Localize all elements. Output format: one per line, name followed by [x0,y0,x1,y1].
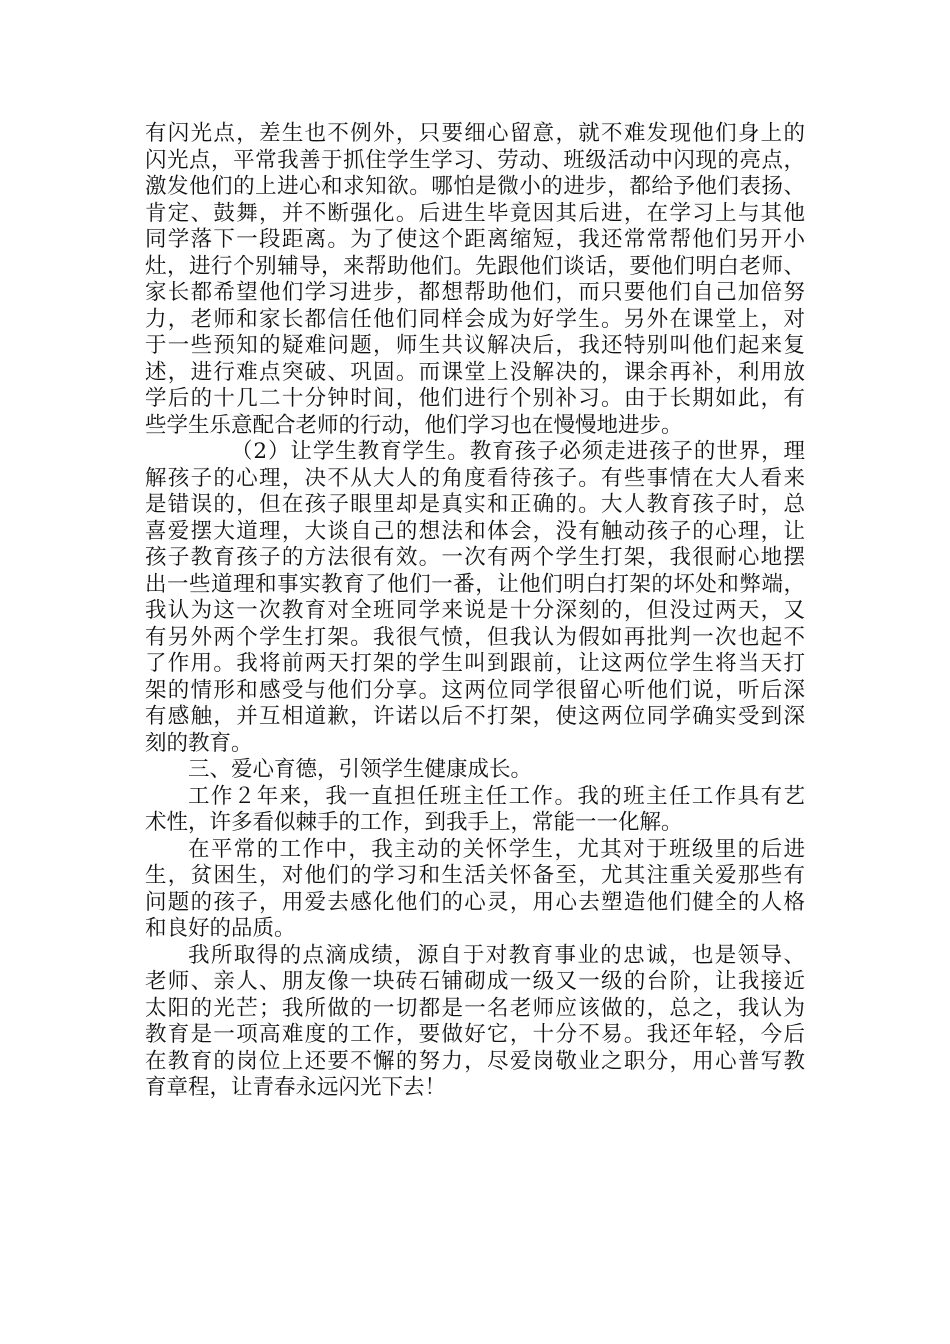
text-line: 学后的十几二十分钟时间，他们进行个别补习。由于长期如此，有 [145,386,805,411]
text-line: 有感触，并互相道歉，许诺以后不打架，使这两位同学确实受到深 [145,704,805,729]
text-line: 问题的孩子，用爱去感化他们的心灵，用心去塑造他们健全的人格 [145,889,805,915]
text-line: 些学生乐意配合老师的行动，他们学习也在慢慢地进步。 [145,412,683,438]
text-line: 教育是一项高难度的工作，要做好它，十分不易。我还年轻，今后 [145,1022,805,1047]
text-line: 有另外两个学生打架。我很气愤，但我认为假如再批判一次也起不 [145,624,805,650]
text-line: 术性，许多看似棘手的工作，到我手上，常能一一化解。 [145,810,683,835]
text-line: 有闪光点，差生也不例外，只要细心留意，就不难发现他们身上的 [145,121,805,146]
text-line: 肯定、鼓舞，并不断强化。后进生毕竟因其后进，在学习上与其他 [145,200,805,226]
text-line: 三、爱心育德，引领学生健康成长。 [188,757,533,782]
text-line: 是错误的，但在孩子眼里却是真实和正确的。大人教育孩子时，总 [145,492,805,517]
text-line: 生，贫困生，对他们的学习和生活关怀备至，尤其注重关爱那些有 [145,863,805,888]
text-line: 于一些预知的疑难问题，师生共议解决后，我还特别叫他们起来复 [145,333,805,358]
text-line: 灶，进行个别辅导，来帮助他们。先跟他们谈话，要他们明白老师、 [145,253,805,279]
document-body [145,121,805,1102]
text-line: 喜爱摆大道理，大谈自己的想法和体会，没有触动孩子的心理，让 [145,518,805,544]
text-line: 工作２年来，我一直担任班主任工作。我的班主任工作具有艺 [188,783,805,809]
text-line: 老师、亲人、朋友像一块砖石铺砌成一级又一级的台阶，让我接近 [145,969,805,994]
text-line: 同学落下一段距离。为了使这个距离缩短，我还常常帮他们另开小 [145,227,805,252]
text-line: 孩子教育孩子的方法很有效。一次有两个学生打架，我很耐心地摆 [145,545,805,570]
text-line: 述，进行难点突破、巩固。而课堂上没解决的，课余再补，利用放 [145,359,805,385]
text-line: 架的情形和感受与他们分享。这两位同学很留心听他们说，听后深 [145,677,805,703]
text-line: 家长都希望他们学习进步，都想帮助他们，而只要他们自己加倍努 [145,280,805,305]
text-line: 了作用。我将前两天打架的学生叫到跟前，让这两位学生将当天打 [145,651,805,676]
text-line: 在教育的岗位上还要不懈的努力，尽爱岗敬业之职分，用心普写教 [145,1048,805,1074]
text-line: 我认为这一次教育对全班同学来说是十分深刻的，但没过两天，又 [145,598,805,623]
text-line: 力，老师和家长都信任他们同样会成为好学生。另外在课堂上，对 [145,306,805,332]
text-line: 在平常的工作中，我主动的关怀学生，尤其对于班级里的后进 [188,836,805,862]
text-line: （2）让学生教育学生。教育孩子必须走进孩子的世界，理 [231,439,805,464]
text-line: 解孩子的心理，决不从大人的角度看待孩子。有些事情在大人看来 [145,465,805,491]
text-line: 出一些道理和事实教育了他们一番，让他们明白打架的坏处和弊端， [145,571,805,597]
text-line: 育章程，让青春永远闪光下去！ [145,1075,447,1100]
text-line: 闪光点，平常我善于抓住学生学习、劳动、班级活动中闪现的亮点， [145,147,805,173]
text-line: 刻的教育。 [145,730,253,756]
text-line: 我所取得的点滴成绩，源自于对教育事业的忠诚，也是领导、 [188,942,805,968]
text-line: 和良好的品质。 [145,916,296,941]
text-line: 太阳的光芒；我所做的一切都是一名老师应该做的，总之，我认为 [145,995,805,1021]
text-line: 激发他们的上进心和求知欲。哪怕是微小的进步，都给予他们表扬、 [145,174,805,199]
